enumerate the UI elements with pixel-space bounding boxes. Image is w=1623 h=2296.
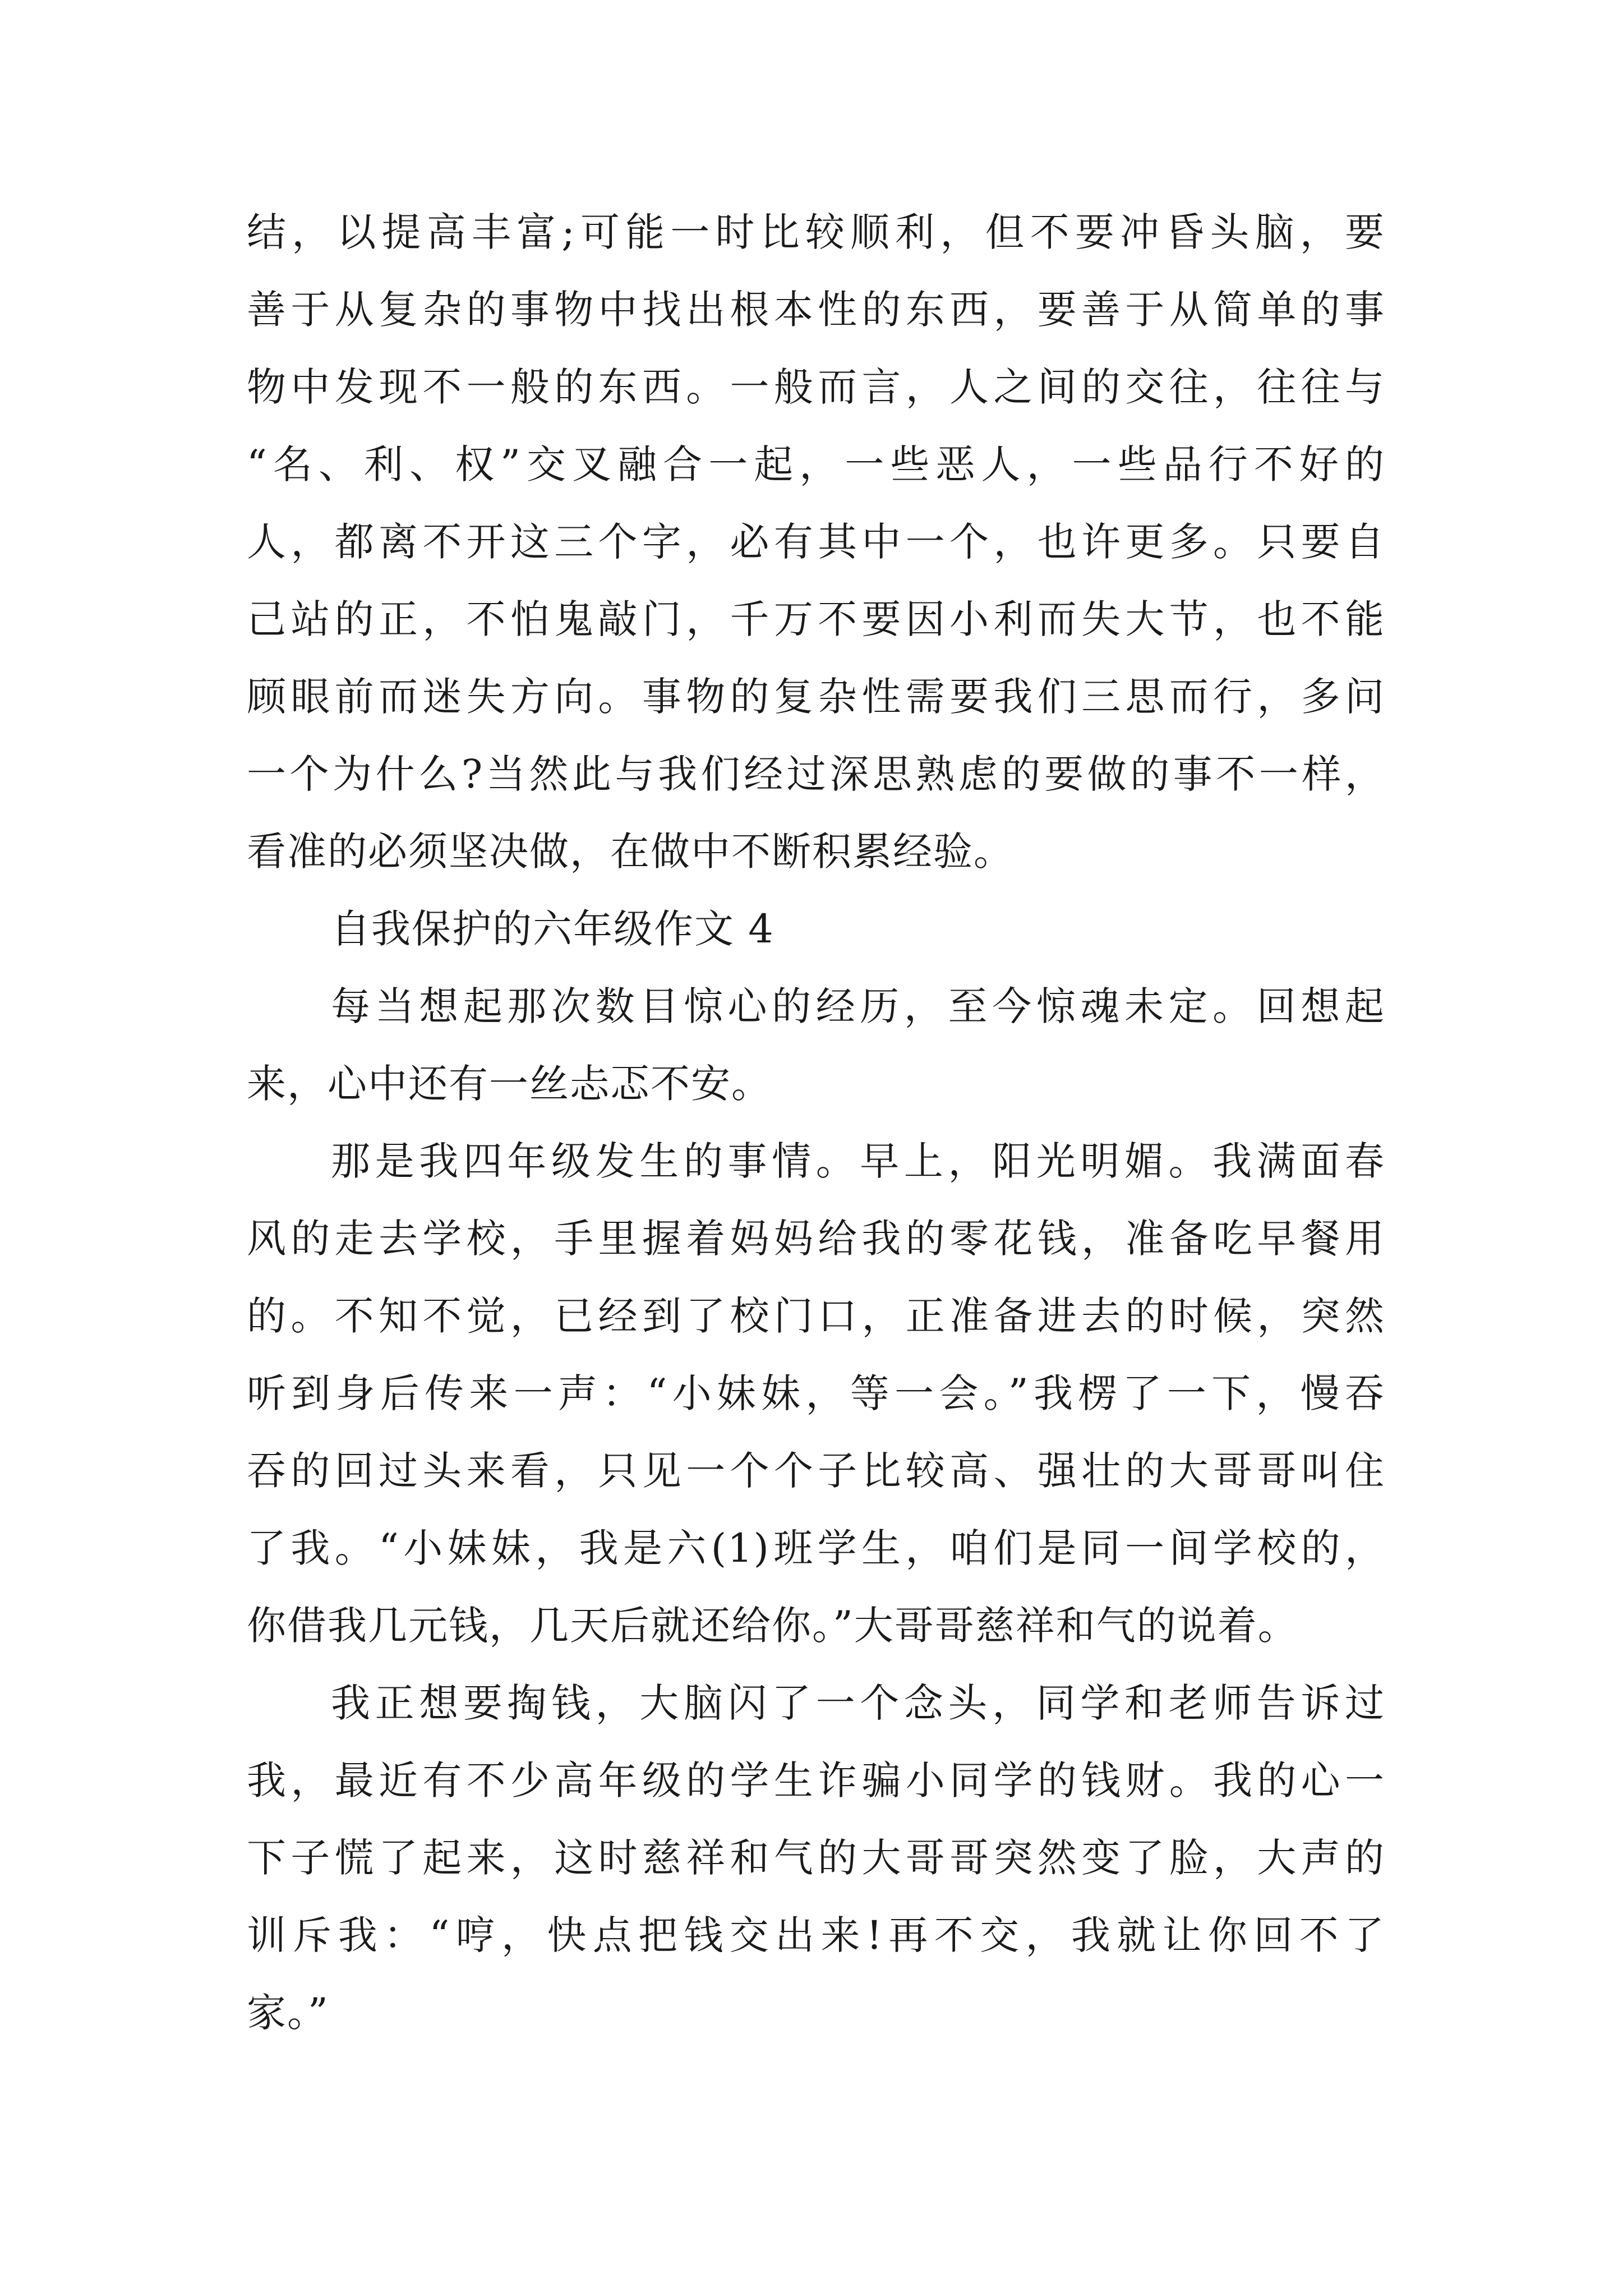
text-line: 看准的必须坚决做，在做中不断积累经验。 (247, 829, 1014, 875)
text-line: 风的走去学校，手里握着妈妈给我的零花钱，准备吃早餐用 (247, 1216, 1385, 1262)
text-line: 听到身后传来一声：“小妹妹，等一会。”我楞了一下，慢吞 (247, 1370, 1385, 1416)
text-line: 我，最近有不少高年级的学生诈骗小同学的钱财。我的心一 (247, 1757, 1385, 1803)
text-line: 训斥我：“哼，快点把钱交出来!再不交，我就让你回不了 (247, 1912, 1385, 1958)
text-line: 家。” (247, 1990, 329, 2036)
paragraph (247, 194, 1385, 890)
text-line: 结，以提高丰富;可能一时比较顺利，但不要冲昏头脑，要 (247, 209, 1385, 255)
paragraph (247, 1664, 1385, 2051)
section-heading (247, 890, 1385, 968)
text-line: 吞的回过头来看，只见一个个子比较高、强壮的大哥哥叫住 (247, 1448, 1385, 1494)
text-line: 了我。“小妹妹，我是六(1)班学生，咱们是同一间学校的， (247, 1525, 1385, 1571)
text-line: “名、利、权”交叉融合一起，一些恶人，一些品行不好的 (247, 441, 1385, 487)
document-body (247, 194, 1385, 2051)
text-line: 人，都离不开这三个字，必有其中一个，也许更多。只要自 (247, 519, 1385, 565)
paragraph (247, 1122, 1385, 1664)
text-line: 你借我几元钱，几天后就还给你。”大哥哥慈祥和气的说着。 (247, 1603, 1298, 1649)
text-line: 一个为什么?当然此与我们经过深思熟虑的要做的事不一样， (247, 751, 1385, 797)
text-line: 的。不知不觉，已经到了校门口，正准备进去的时候，突然 (247, 1293, 1385, 1339)
text-line: 每当想起那次数目惊心的经历，至今惊魂未定。回想起 (331, 983, 1385, 1029)
text-line: 来，心中还有一丝忐忑不安。 (247, 1061, 772, 1107)
text-line: 物中发现不一般的东西。一般而言，人之间的交往，往往与 (247, 364, 1385, 410)
text-line: 己站的正，不怕鬼敲门，千万不要因小利而失大节，也不能 (247, 596, 1385, 642)
text-line: 那是我四年级发生的事情。早上，阳光明媚。我满面春 (331, 1138, 1385, 1184)
heading-text: 自我保护的六年级作文 4 (331, 906, 774, 952)
text-line: 我正想要掏钱，大脑闪了一个念头，同学和老师告诉过 (331, 1680, 1385, 1726)
paragraph (247, 968, 1385, 1122)
text-line: 下子慌了起来，这时慈祥和气的大哥哥突然变了脸，大声的 (247, 1835, 1385, 1881)
text-line: 顾眼前而迷失方向。事物的复杂性需要我们三思而行，多问 (247, 674, 1385, 720)
text-line: 善于从复杂的事物中找出根本性的东西，要善于从简单的事 (247, 287, 1385, 333)
